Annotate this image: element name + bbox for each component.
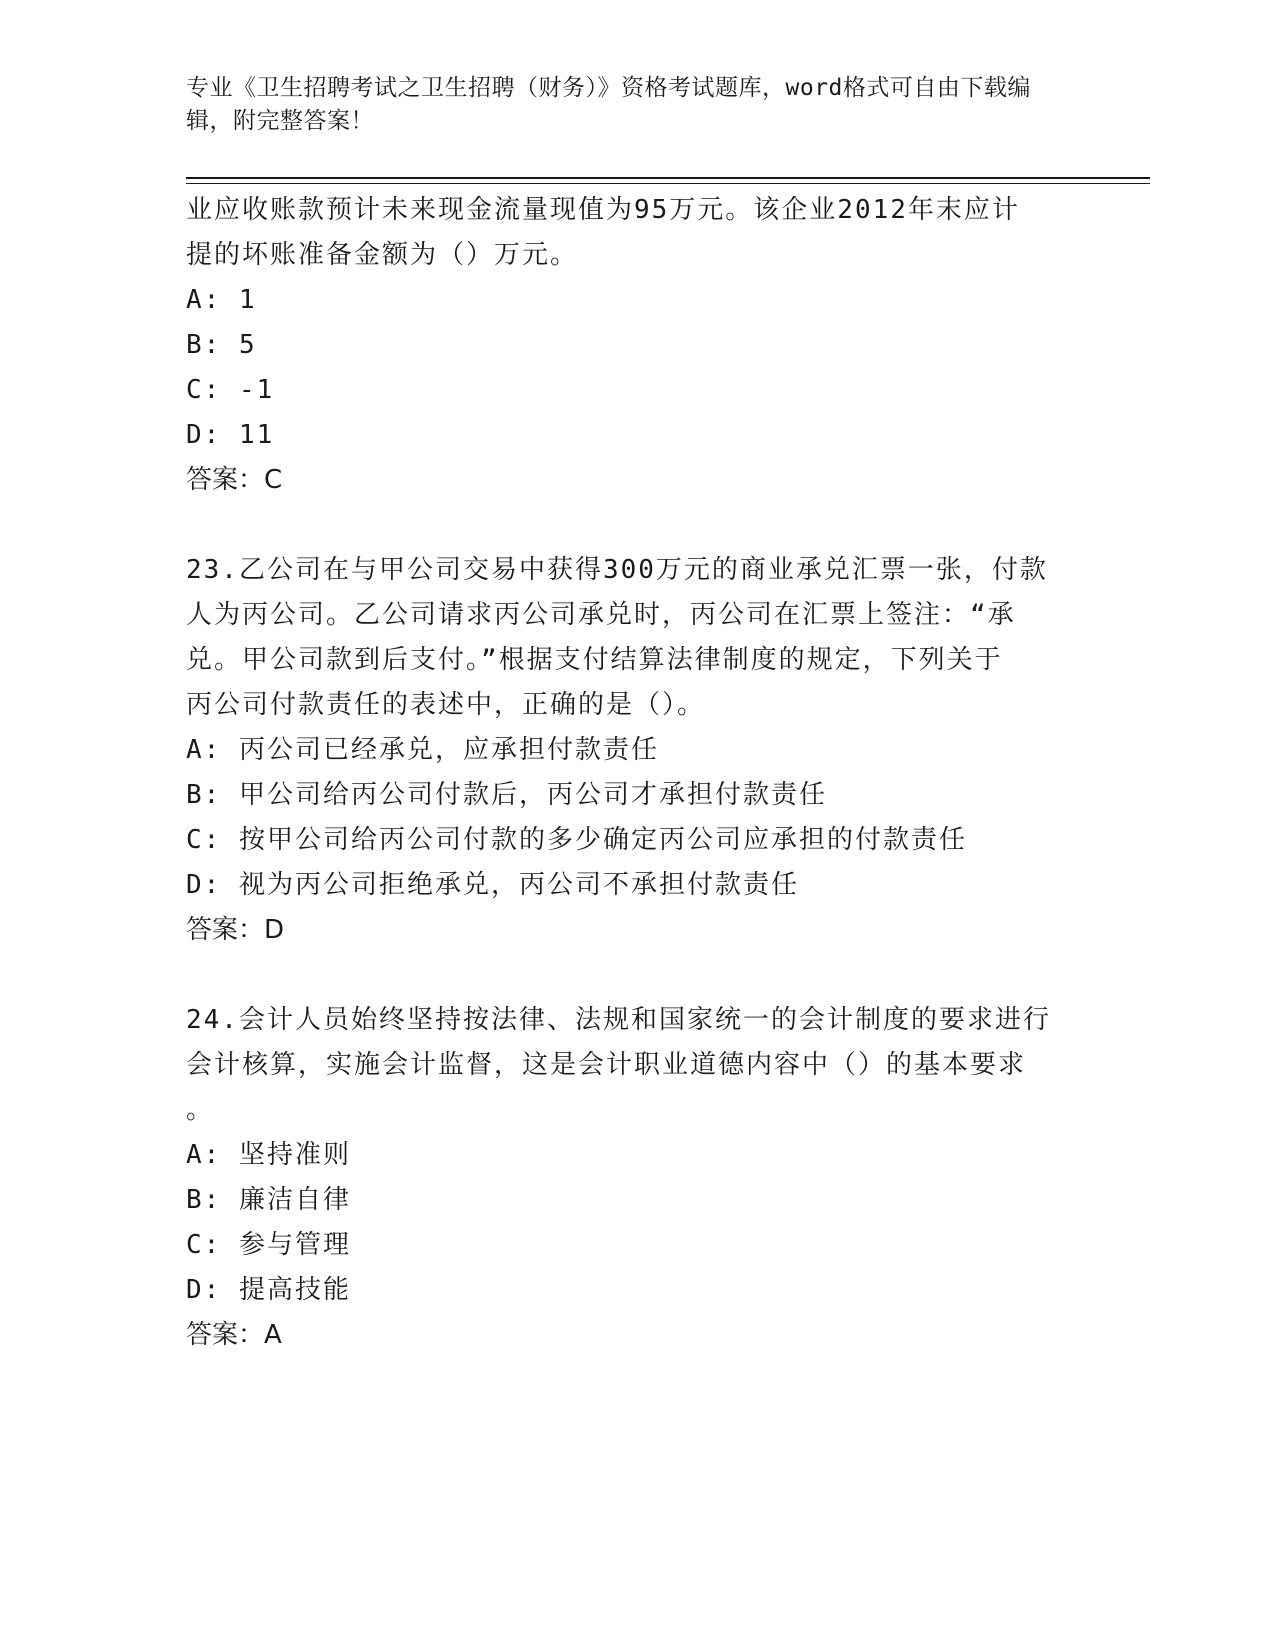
document-header: 专业《卫生招聘考试之卫生招聘（财务）》资格考试题库，word格式可自由下载编辑，附完整答案！ xyxy=(186,75,1031,134)
option-b: B: 廉洁自律 xyxy=(186,1185,351,1215)
option-b: B: 5 xyxy=(186,330,257,360)
question-line: 丙公司付款责任的表述中，正确的是（）。 xyxy=(186,690,706,720)
question-line: 会计核算，实施会计监督，这是会计职业道德内容中（）的基本要求 xyxy=(186,1050,1027,1080)
spacer xyxy=(186,503,1086,548)
answer-line: 答案：C xyxy=(186,465,283,495)
answer-line: 答案：D xyxy=(186,915,285,945)
option-d: D: 视为丙公司拒绝承兑，丙公司不承担付款责任 xyxy=(186,870,799,900)
question-line: 人为丙公司。乙公司请求丙公司承兑时，丙公司在汇票上签注：“承 xyxy=(186,600,1016,630)
question-block-23 xyxy=(186,548,1086,953)
question-line: 业应收账款预计未来现金流量现值为95万元。该企业2012年末应计 xyxy=(186,195,1020,225)
option-c: C: 参与管理 xyxy=(186,1230,351,1260)
spacer xyxy=(186,953,1086,998)
option-d: D: 提高技能 xyxy=(186,1275,351,1305)
option-b: B: 甲公司给丙公司付款后，丙公司才承担付款责任 xyxy=(186,780,827,810)
question-block-22 xyxy=(186,188,1086,503)
question-line: 23.乙公司在与甲公司交易中获得300万元的商业承兑汇票一张，付款 xyxy=(186,555,1048,585)
question-line: 24.会计人员始终坚持按法律、法规和国家统一的会计制度的要求进行 xyxy=(186,1005,1051,1035)
question-line: 兑。甲公司款到后支付。”根据支付结算法律制度的规定，下列关于 xyxy=(186,645,1003,675)
option-a: A: 1 xyxy=(186,285,257,315)
header-divider-thick xyxy=(186,177,1150,179)
question-block-24 xyxy=(186,998,1086,1358)
option-c: C: -1 xyxy=(186,375,275,405)
answer-line: 答案：A xyxy=(186,1320,282,1350)
option-d: D: 11 xyxy=(186,420,275,450)
option-a: A: 丙公司已经承兑，应承担付款责任 xyxy=(186,735,659,765)
question-line: 。 xyxy=(186,1095,215,1125)
question-list xyxy=(186,188,1086,1358)
question-line: 提的坏账准备金额为（）万元。 xyxy=(186,240,579,270)
option-a: A: 坚持准则 xyxy=(186,1140,351,1170)
option-c: C: 按甲公司给丙公司付款的多少确定丙公司应承担的付款责任 xyxy=(186,825,967,855)
header-divider-thin xyxy=(186,183,1150,184)
